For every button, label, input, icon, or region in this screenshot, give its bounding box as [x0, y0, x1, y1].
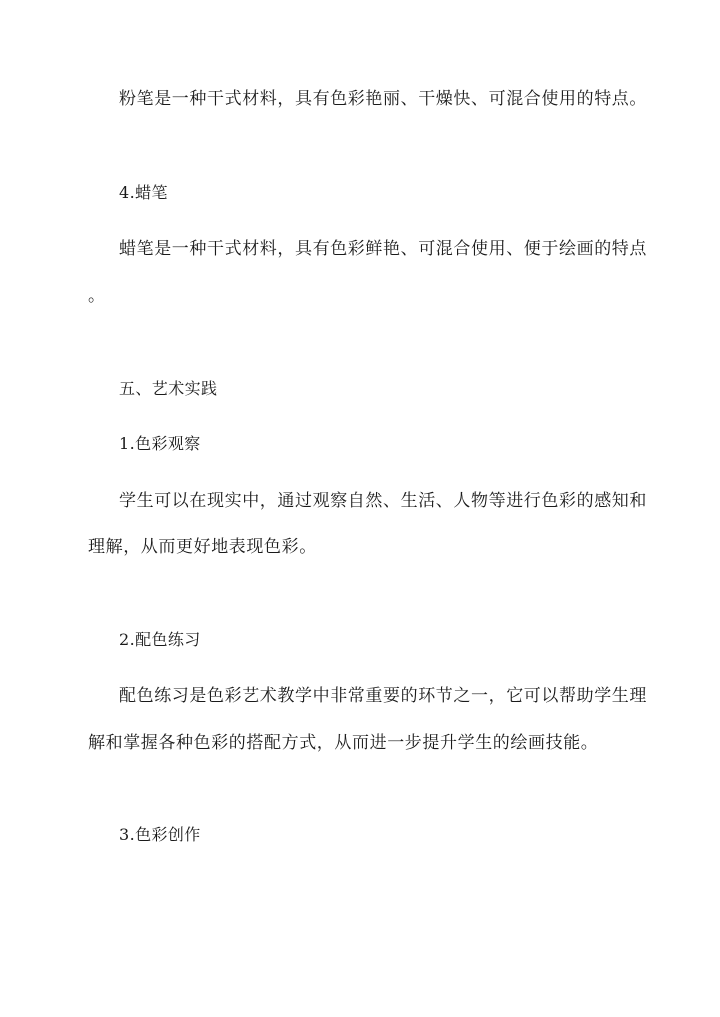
paragraph-observation-line2: 理解，从而更好地表现色彩。: [88, 537, 317, 557]
heading-color-creation: 3.色彩创作: [119, 825, 201, 844]
paragraph-matching-line1: 配色练习是色彩艺术教学中非常重要的环节之一，它可以帮助学生理: [119, 686, 647, 706]
heading-color-matching: 2.配色练习: [119, 630, 201, 649]
heading-crayon: 4.蜡笔: [119, 183, 168, 202]
section-title-art-practice: 五、艺术实践: [119, 379, 218, 398]
paragraph-matching-line2: 解和掌握各种色彩的搭配方式，从而进一步提升学生的绘画技能。: [88, 733, 599, 753]
paragraph-crayon-line2: 。: [88, 286, 106, 306]
heading-color-observation: 1.色彩观察: [119, 434, 201, 453]
paragraph-chalk: 粉笔是一种干式材料，具有色彩艳丽、干燥快、可混合使用的特点。: [119, 89, 647, 109]
paragraph-crayon-line1: 蜡笔是一种干式材料，具有色彩鲜艳、可混合使用、便于绘画的特点: [119, 239, 647, 259]
paragraph-observation-line1: 学生可以在现实中，通过观察自然、生活、人物等进行色彩的感知和: [119, 491, 647, 511]
